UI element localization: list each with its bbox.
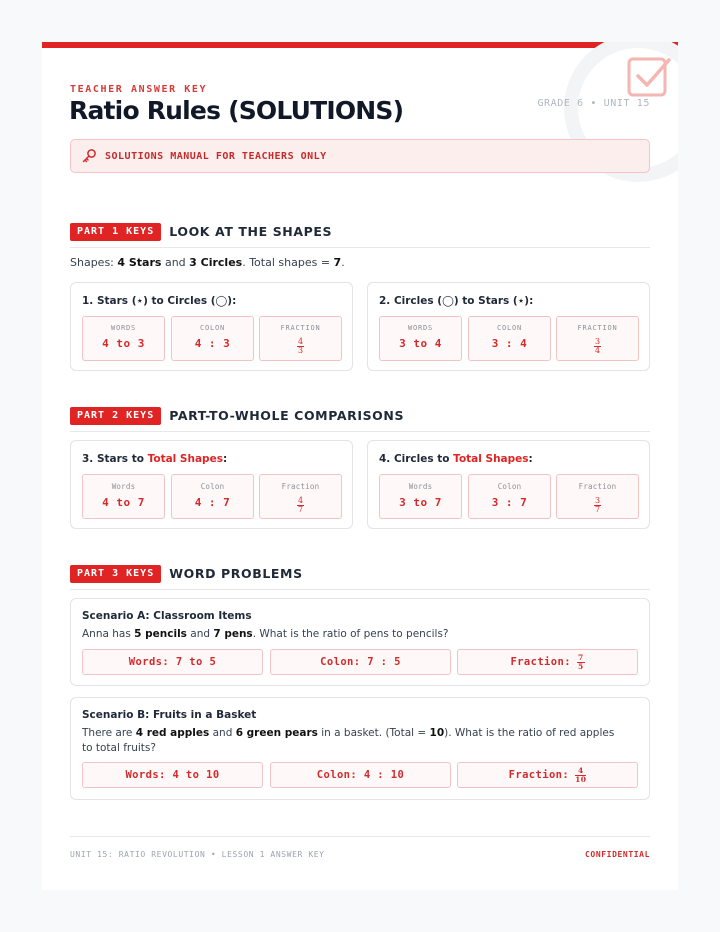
q4-words-answer: 3 to 7 xyxy=(399,496,442,509)
box-label: Fraction xyxy=(578,482,617,491)
fraction-numerator: 4 xyxy=(297,337,304,346)
fraction-denominator: 7 xyxy=(594,505,601,514)
part-3-header xyxy=(70,565,650,590)
bold-text: 10 xyxy=(429,727,445,739)
title-highlight: Total Shapes xyxy=(453,453,529,465)
banner-text: SOLUTIONS MANUAL FOR TEACHERS ONLY xyxy=(105,150,327,162)
scenario-b-title: Scenario B: Fruits in a Basket xyxy=(82,709,257,721)
scenario-a-card xyxy=(70,598,650,686)
title-text: : xyxy=(528,453,533,465)
fraction-denominator: 3 xyxy=(297,346,304,355)
scenario-b-text xyxy=(82,726,622,756)
scenario-a-title: Scenario A: Classroom Items xyxy=(82,610,252,622)
q2-fraction-box xyxy=(556,316,639,361)
part-2-tag: PART 2 KEYS xyxy=(70,407,161,425)
box-label: Fraction xyxy=(281,482,320,491)
page-title: Ratio Rules (SOLUTIONS) xyxy=(69,96,404,125)
title-text: 3. Stars to xyxy=(82,453,148,465)
q3-words-box xyxy=(82,474,165,519)
box-label: Words xyxy=(408,482,433,491)
intro-total: 7 xyxy=(333,256,342,269)
scenario-b-words-answer: Words: 4 to 10 xyxy=(82,762,263,788)
question-1-card xyxy=(70,282,353,371)
q1-fraction-answer xyxy=(297,338,304,355)
q2-words-box xyxy=(379,316,462,361)
text: ). What is the ratio of red apples to total fruits? xyxy=(82,727,615,754)
text: and xyxy=(209,727,236,739)
part-1-intro xyxy=(70,256,345,269)
footer-left: UNIT 15: RATIO REVOLUTION • LESSON 1 ANSWER KEY xyxy=(70,850,325,859)
grade-unit-label: GRADE 6 • UNIT 15 xyxy=(537,98,650,109)
fraction xyxy=(575,767,586,783)
question-3-title xyxy=(82,453,227,465)
part-3-title: WORD PROBLEMS xyxy=(169,566,303,581)
q4-words-box xyxy=(379,474,462,519)
intro-text: . xyxy=(341,256,345,269)
question-2-title: 2. Circles (◯) to Stars (⋆): xyxy=(379,295,534,307)
box-label: FRACTION xyxy=(280,324,321,332)
footer-divider xyxy=(70,836,650,837)
fraction-denominator: 4 xyxy=(594,346,601,355)
teacher-banner xyxy=(70,139,650,173)
fraction-denominator: 10 xyxy=(575,774,587,784)
question-3-card xyxy=(70,440,353,529)
box-label: FRACTION xyxy=(577,324,618,332)
scenario-a-words-answer: Words: 7 to 5 xyxy=(82,649,263,675)
footer-right: CONFIDENTIAL xyxy=(585,850,650,859)
text: in a basket. (Total = xyxy=(317,727,430,739)
key-icon xyxy=(81,148,97,164)
intro-circles: 3 Circles xyxy=(189,256,243,269)
q3-words-answer: 4 to 7 xyxy=(102,496,145,509)
title-text: 4. Circles to xyxy=(379,453,454,465)
q4-fraction-box xyxy=(556,474,639,519)
q1-colon-answer: 4 : 3 xyxy=(194,337,231,350)
q3-colon-answer: 4 : 7 xyxy=(194,496,231,509)
q1-words-answer: 4 to 3 xyxy=(102,337,145,350)
fraction xyxy=(577,654,585,670)
question-1-title: 1. Stars (⋆) to Circles (◯): xyxy=(82,295,237,307)
box-label: COLON xyxy=(496,324,523,332)
question-2-card xyxy=(367,282,650,371)
q2-colon-box xyxy=(468,316,551,361)
intro-stars: 4 Stars xyxy=(117,256,162,269)
q1-colon-box xyxy=(171,316,254,361)
q3-colon-box xyxy=(171,474,254,519)
scenario-b-fraction-answer xyxy=(457,762,638,788)
text: Anna has xyxy=(82,628,135,640)
fraction-denominator: 7 xyxy=(297,505,304,514)
bold-text: 7 pens xyxy=(213,628,253,640)
q1-words-box xyxy=(82,316,165,361)
title-highlight: Total Shapes xyxy=(147,453,223,465)
text: There are xyxy=(82,727,136,739)
worksheet-page xyxy=(42,42,678,890)
scenario-b-colon-answer: Colon: 4 : 10 xyxy=(270,762,451,788)
box-label: Words xyxy=(111,482,136,491)
fraction-denominator: 5 xyxy=(577,661,584,671)
q3-fraction-box xyxy=(259,474,342,519)
box-label: WORDS xyxy=(407,324,434,332)
intro-text: . Total shapes = xyxy=(242,256,334,269)
part-2-title: PART-TO-WHOLE COMPARISONS xyxy=(169,408,405,423)
q2-colon-answer: 3 : 4 xyxy=(491,337,528,350)
part-2-header xyxy=(70,407,650,432)
fraction-numerator: 3 xyxy=(594,496,601,505)
scenario-a-colon-answer: Colon: 7 : 5 xyxy=(270,649,451,675)
intro-text: and xyxy=(161,256,190,269)
scenario-a-text xyxy=(82,627,622,642)
fraction-numerator: 3 xyxy=(594,337,601,346)
eyebrow-label: TEACHER ANSWER KEY xyxy=(70,84,208,95)
part-3-tag: PART 3 KEYS xyxy=(70,565,161,583)
bold-text: 4 red apples xyxy=(135,727,210,739)
fraction-numerator: 4 xyxy=(297,496,304,505)
title-text: : xyxy=(222,453,228,465)
fraction-numerator: 7 xyxy=(577,653,584,662)
box-label: COLON xyxy=(199,324,226,332)
q2-fraction-answer xyxy=(594,338,601,355)
box-label: Colon xyxy=(200,482,225,491)
q1-fraction-box xyxy=(259,316,342,361)
text: . What is the ratio of pens to pencils? xyxy=(252,628,449,640)
scenario-a-fraction-answer xyxy=(457,649,638,675)
q4-fraction-answer xyxy=(594,497,601,514)
scenario-b-card xyxy=(70,697,650,800)
part-1-tag: PART 1 KEYS xyxy=(70,223,161,241)
checkbox-check-icon xyxy=(626,54,672,100)
part-1-header xyxy=(70,223,650,248)
top-accent-bar xyxy=(42,42,678,48)
text: and xyxy=(186,628,214,640)
box-label: WORDS xyxy=(110,324,137,332)
bold-text: 6 green pears xyxy=(235,727,318,739)
q4-colon-box xyxy=(468,474,551,519)
q2-words-answer: 3 to 4 xyxy=(399,337,442,350)
fraction-numerator: 4 xyxy=(575,767,586,776)
part-1-title: LOOK AT THE SHAPES xyxy=(169,224,333,239)
q3-fraction-answer xyxy=(297,497,304,514)
question-4-title xyxy=(379,453,533,465)
fraction-label: Fraction: xyxy=(510,656,571,668)
q4-colon-answer: 3 : 7 xyxy=(491,496,528,509)
question-4-card xyxy=(367,440,650,529)
box-label: Colon xyxy=(497,482,522,491)
bold-text: 5 pencils xyxy=(134,628,187,640)
intro-text: Shapes: xyxy=(70,256,118,269)
fraction-label: Fraction: xyxy=(508,769,570,781)
